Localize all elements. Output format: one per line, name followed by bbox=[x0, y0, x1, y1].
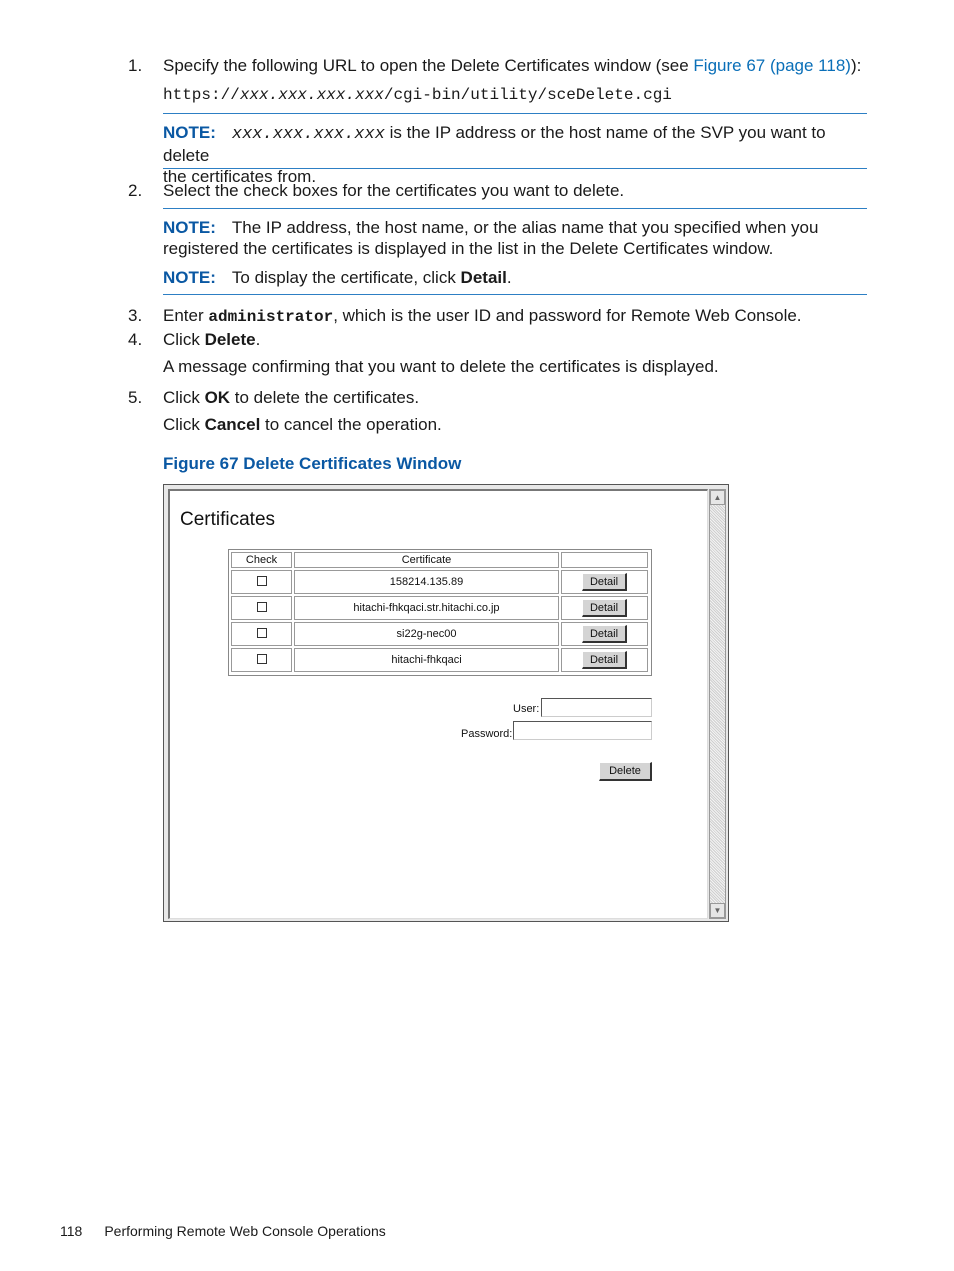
user-label: User: bbox=[513, 703, 540, 715]
step-4-text bbox=[163, 330, 260, 350]
table-row-1-check-cell bbox=[231, 570, 292, 594]
step-2-text: Select the check boxes for the certificates you want to delete. bbox=[163, 181, 625, 200]
url-variable: xxx.xxx.xxx.xxx bbox=[239, 86, 384, 104]
row-4-certificate: hitachi-fhkqaci bbox=[294, 648, 559, 672]
step-4-bold: Delete bbox=[204, 330, 256, 349]
delete-button[interactable]: Delete bbox=[599, 762, 652, 781]
step-1-post: ): bbox=[850, 56, 862, 75]
table-row-2-check-cell bbox=[231, 596, 292, 620]
table-row-3-action-cell bbox=[561, 622, 648, 646]
note-3-post: . bbox=[506, 268, 512, 287]
note-1-bottom-rule bbox=[163, 168, 867, 169]
step-5-pre: Click bbox=[163, 388, 205, 407]
note-2-label: NOTE: bbox=[163, 218, 216, 237]
step-4-pre: Click bbox=[163, 330, 205, 349]
url-prefix: https:// bbox=[163, 86, 240, 104]
note-2-line-1: The IP address, the host name, or the alias name that you specified when you bbox=[231, 218, 819, 237]
row-1-checkbox[interactable] bbox=[257, 576, 267, 586]
step-5-cancel-note bbox=[163, 415, 442, 435]
note-3-pre: To display the certificate, click bbox=[231, 268, 461, 287]
row-3-certificate: si22g-nec00 bbox=[294, 622, 559, 646]
note-3-bold: Detail bbox=[460, 268, 507, 287]
step-4-post: . bbox=[255, 330, 261, 349]
note-1-line-1: is the IP address or the host name of the SVP you want to delete bbox=[163, 123, 826, 165]
step-2-number: 2. bbox=[128, 181, 143, 200]
row-1-detail-button[interactable]: Detail bbox=[582, 573, 627, 591]
note-3-label: NOTE: bbox=[163, 268, 216, 287]
step-4-number: 4. bbox=[128, 330, 143, 349]
step-3-code: administrator bbox=[208, 308, 334, 326]
note-1 bbox=[163, 122, 869, 187]
password-field[interactable] bbox=[513, 721, 652, 740]
row-3-detail-button[interactable]: Detail bbox=[582, 625, 627, 643]
step-5-text bbox=[163, 388, 419, 408]
window-title: Certificates bbox=[180, 509, 276, 530]
step-5-bold: OK bbox=[204, 388, 231, 407]
note-1-top-rule bbox=[163, 113, 867, 114]
table-row-1-action-cell bbox=[561, 570, 648, 594]
note-3 bbox=[163, 268, 512, 288]
table-row-3-check-cell bbox=[231, 622, 292, 646]
window-content bbox=[168, 489, 708, 919]
column-header-check: Check bbox=[231, 552, 292, 568]
table-row-4-check-cell bbox=[231, 648, 292, 672]
step-5-post: to delete the certificates. bbox=[230, 388, 420, 407]
url-suffix: /cgi-bin/utility/sceDelete.cgi bbox=[383, 86, 672, 104]
step-1-text bbox=[163, 56, 861, 76]
password-label: Password: bbox=[461, 728, 513, 740]
delete-url bbox=[163, 86, 672, 104]
scroll-up-arrow-icon[interactable]: ▲ bbox=[710, 490, 725, 505]
column-header-certificate: Certificate bbox=[294, 552, 559, 568]
table-row-2-action-cell bbox=[561, 596, 648, 620]
note-2-top-rule bbox=[163, 208, 867, 209]
step-4-result: A message confirming that you want to delete the certificates is displayed. bbox=[163, 357, 719, 376]
column-header-action bbox=[561, 552, 648, 568]
table-row-4-action-cell bbox=[561, 648, 648, 672]
row-2-detail-button[interactable]: Detail bbox=[582, 599, 627, 617]
row-4-checkbox[interactable] bbox=[257, 654, 267, 664]
row-1-certificate: 158214.135.89 bbox=[294, 570, 559, 594]
step-5-number: 5. bbox=[128, 388, 143, 407]
user-field[interactable] bbox=[541, 698, 652, 717]
step-5-sub-pre: Click bbox=[163, 415, 205, 434]
page-footer bbox=[60, 1223, 386, 1239]
note-2 bbox=[163, 217, 869, 259]
row-2-certificate: hitachi-fhkqaci.str.hitachi.co.jp bbox=[294, 596, 559, 620]
footer-title: Performing Remote Web Console Operations bbox=[104, 1223, 386, 1239]
note-1-label: NOTE: bbox=[163, 123, 216, 142]
figure-caption: Figure 67 Delete Certificates Window bbox=[163, 454, 462, 473]
step-5-sub-post: to cancel the operation. bbox=[260, 415, 442, 434]
delete-certificates-window bbox=[163, 484, 729, 922]
figure-67-link[interactable]: Figure 67 (page 118) bbox=[693, 56, 851, 75]
certificates-table bbox=[228, 549, 652, 676]
step-5-sub-bold: Cancel bbox=[204, 415, 261, 434]
vertical-scrollbar[interactable] bbox=[709, 489, 726, 919]
step-1-pre: Specify the following URL to open the Delete Certificates window (see bbox=[163, 56, 694, 75]
note-3-bottom-rule bbox=[163, 294, 867, 295]
row-2-checkbox[interactable] bbox=[257, 602, 267, 612]
row-3-checkbox[interactable] bbox=[257, 628, 267, 638]
row-4-detail-button[interactable]: Detail bbox=[582, 651, 627, 669]
step-3-pre: Enter bbox=[163, 306, 209, 325]
step-3-post: , which is the user ID and password for Remote Web Console. bbox=[333, 306, 802, 325]
scroll-down-arrow-icon[interactable]: ▼ bbox=[710, 903, 725, 918]
note-1-line-2: the certificates from. bbox=[163, 167, 317, 186]
page-number: 118 bbox=[60, 1223, 83, 1239]
note-2-line-2: registered the certificates is displayed in the list in the Delete Certificates window. bbox=[163, 239, 774, 258]
step-3-number: 3. bbox=[128, 306, 143, 325]
note-1-variable: xxx.xxx.xxx.xxx bbox=[231, 125, 385, 144]
step-3-text bbox=[163, 306, 802, 326]
step-1-number: 1. bbox=[128, 56, 143, 75]
